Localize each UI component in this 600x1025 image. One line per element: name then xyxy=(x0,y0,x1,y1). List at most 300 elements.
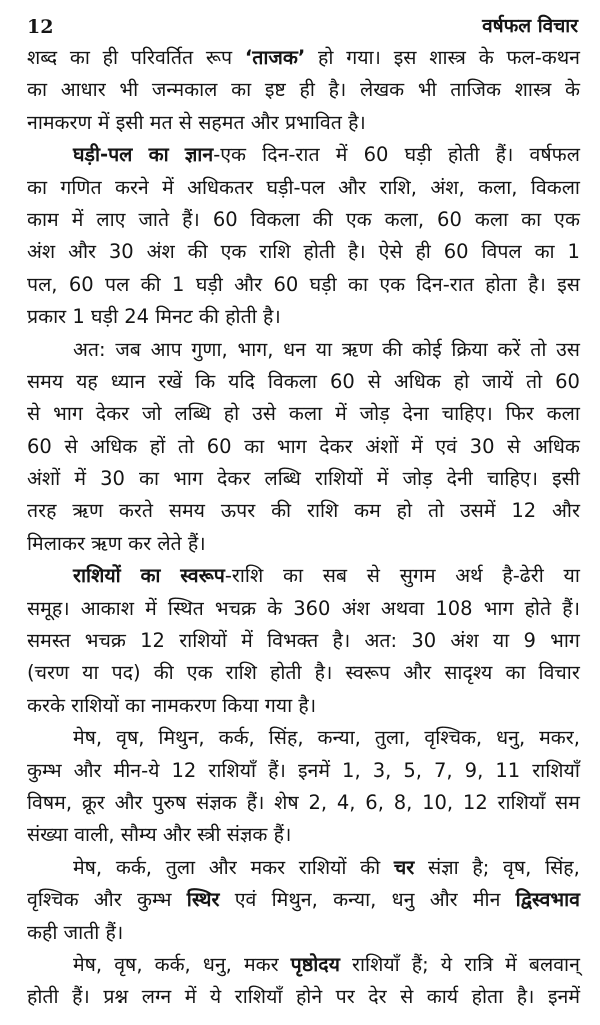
word: मिनट xyxy=(155,305,193,329)
word: दिन-रात xyxy=(416,272,474,296)
word: समय xyxy=(27,369,64,393)
word: सिंह, xyxy=(545,855,580,879)
word: और xyxy=(403,661,432,685)
word: 60 xyxy=(555,369,580,393)
word: हैं। xyxy=(72,985,90,1009)
word xyxy=(394,852,414,884)
word: उसमें xyxy=(459,499,496,523)
word: समय xyxy=(168,499,205,523)
word: संज्ञा xyxy=(427,855,459,879)
word: से xyxy=(367,369,381,393)
word: कही xyxy=(27,920,58,944)
word: मेष, xyxy=(73,952,103,976)
page-header xyxy=(27,8,578,38)
word: चाहिए। xyxy=(441,402,493,426)
paragraph xyxy=(27,42,580,139)
word: अथवा xyxy=(380,596,425,620)
word: वृष, xyxy=(114,952,143,976)
word: विकला xyxy=(530,175,580,199)
text-line xyxy=(27,172,580,204)
word: अधिक xyxy=(393,369,441,393)
word: कला xyxy=(474,207,509,231)
word: होता xyxy=(485,272,517,296)
word: विषम, xyxy=(27,790,73,814)
word: इसी xyxy=(552,467,580,491)
word: वृश्चिक xyxy=(27,888,79,912)
word: से xyxy=(400,985,414,1009)
word: मीन xyxy=(472,888,501,912)
word: किया xyxy=(222,693,259,717)
word: 5, xyxy=(403,758,422,782)
word: मत xyxy=(149,110,173,134)
word: 12 xyxy=(171,758,197,782)
word: 12 xyxy=(462,790,488,814)
word: में xyxy=(184,985,197,1009)
word: पुरुष xyxy=(152,790,187,814)
word: कर्क, xyxy=(154,952,191,976)
word: में xyxy=(241,629,253,653)
word: संज्ञक xyxy=(196,790,237,814)
word: राशियों xyxy=(71,693,119,717)
word: 60 xyxy=(27,434,52,458)
word: की xyxy=(360,855,381,879)
text-line xyxy=(27,431,580,463)
word: सम xyxy=(555,790,580,814)
word: तो xyxy=(530,337,547,361)
text-line xyxy=(27,981,580,1013)
word: वर्षफल xyxy=(529,143,580,167)
word: है। xyxy=(298,693,317,717)
word xyxy=(140,560,160,592)
text-line xyxy=(27,236,580,268)
word: और xyxy=(429,888,458,912)
word: 60 xyxy=(68,272,94,296)
bold-term: ज्ञान xyxy=(184,143,214,167)
word: में xyxy=(411,434,423,458)
word: 1, xyxy=(342,758,361,782)
word: या xyxy=(82,661,99,685)
bold-term: स्थिर xyxy=(186,888,220,912)
word: में xyxy=(505,952,517,976)
word: और xyxy=(234,272,263,296)
word: 8, xyxy=(393,790,413,814)
text-line xyxy=(27,495,580,527)
word: एवं xyxy=(234,888,257,912)
word: देर xyxy=(368,985,387,1009)
word: क्रिया xyxy=(451,337,488,361)
text-line xyxy=(27,852,580,884)
word: है। xyxy=(528,272,546,296)
word: और xyxy=(552,499,580,523)
word: वाली, xyxy=(74,823,115,847)
word: होती xyxy=(447,143,480,167)
word: 3, xyxy=(372,758,392,782)
body-text xyxy=(27,42,580,1014)
word xyxy=(187,884,220,916)
word: ज्ञान-एक xyxy=(184,143,246,167)
word: समूह। xyxy=(27,596,70,620)
word: मेष, xyxy=(73,855,103,879)
word: 4, xyxy=(336,790,356,814)
word: अधिक xyxy=(90,434,138,458)
word: है। xyxy=(516,985,535,1009)
word: राशि xyxy=(225,661,257,685)
word: होते xyxy=(524,596,552,620)
word: हो xyxy=(318,46,334,69)
word: रात्रि xyxy=(464,952,494,976)
word: लब्धि xyxy=(174,402,211,426)
word: यदि xyxy=(228,369,255,393)
word: मकर, xyxy=(539,726,580,750)
word: परिवर्तित xyxy=(130,46,194,69)
word: 60 xyxy=(212,207,238,231)
word: तो xyxy=(177,434,195,458)
text-line xyxy=(27,528,580,560)
word: 6, xyxy=(365,790,384,814)
word: की xyxy=(153,661,174,685)
word: है। xyxy=(348,110,366,134)
word: मिथुन, xyxy=(158,726,205,750)
word: या xyxy=(563,564,580,588)
word: शेष xyxy=(274,790,299,814)
word: इनमें xyxy=(547,985,580,1009)
word: भाग xyxy=(550,629,580,653)
word: गुणा, xyxy=(191,337,228,361)
page-number: 12 xyxy=(27,16,54,38)
word: राशियाँ xyxy=(532,758,580,782)
word: का xyxy=(347,272,369,296)
bold-term: का xyxy=(148,143,169,167)
word: देनी xyxy=(446,467,473,491)
word: हो xyxy=(453,369,470,393)
word: कम xyxy=(354,499,381,523)
word: जाते xyxy=(138,207,170,231)
text-line xyxy=(27,107,580,139)
word: में xyxy=(145,596,157,620)
word: तो xyxy=(427,499,445,523)
bold-term: पृष्ठोदय xyxy=(290,952,340,976)
word: विभक्त xyxy=(267,629,319,653)
word: होने xyxy=(295,985,323,1009)
word: अर्थ xyxy=(455,564,483,588)
word: है-ढेरी xyxy=(502,564,544,588)
word: है। xyxy=(263,305,281,329)
word: देकर xyxy=(95,402,130,426)
word: राशियों xyxy=(314,467,363,491)
word: तुला xyxy=(165,855,196,879)
word: जो xyxy=(142,402,162,426)
word: कि xyxy=(195,369,216,393)
text-line xyxy=(27,269,580,301)
word: वृष, xyxy=(116,726,145,750)
word: नामकरण xyxy=(27,110,92,134)
word: ये xyxy=(209,985,222,1009)
word: कुम्भ xyxy=(136,888,172,912)
word: की xyxy=(271,499,292,523)
word: सिंह, xyxy=(268,726,304,750)
word: देकर xyxy=(217,467,251,491)
text-line xyxy=(27,74,580,106)
word: और xyxy=(68,240,96,264)
text-line xyxy=(27,722,580,754)
word: इस xyxy=(393,46,417,69)
text-line xyxy=(27,657,580,689)
word: (चरण xyxy=(27,661,70,685)
word: ऋण xyxy=(72,499,104,523)
text-line xyxy=(27,917,580,949)
word: अंशों xyxy=(365,434,399,458)
word: ऐसे xyxy=(378,240,403,264)
word: गया xyxy=(264,693,293,717)
word: राशि xyxy=(306,499,339,523)
text-line xyxy=(27,593,580,625)
word: 12 xyxy=(511,499,537,523)
word: कर्क, xyxy=(115,855,152,879)
word: अंश xyxy=(450,629,479,653)
word: राशियाँ xyxy=(234,985,283,1009)
word: हैं; xyxy=(411,952,429,976)
word: स्वरूप-राशि xyxy=(180,564,264,588)
word: और xyxy=(338,175,367,199)
word: देना xyxy=(402,402,429,426)
word: कर xyxy=(128,531,152,555)
word: 9, xyxy=(464,758,484,782)
word: राशियाँ xyxy=(208,758,257,782)
word: पल xyxy=(105,272,130,296)
word: से xyxy=(366,564,380,588)
word: घड़ी xyxy=(404,143,432,167)
word: मेष, xyxy=(73,726,103,750)
text-line xyxy=(27,625,580,657)
word: होती xyxy=(303,240,336,264)
word: हैं। xyxy=(495,143,514,167)
word: घड़ी xyxy=(309,272,337,296)
word: है। xyxy=(314,661,333,685)
paragraph xyxy=(27,139,580,333)
word: शास्त्र xyxy=(429,46,466,69)
word: इस xyxy=(557,272,580,296)
word: हैं। xyxy=(182,207,200,231)
word: 2, xyxy=(308,790,328,814)
word: ताजिक xyxy=(450,78,501,102)
word: या xyxy=(492,629,510,653)
word: हैं। xyxy=(268,758,286,782)
word: से xyxy=(178,110,192,134)
word: कला, xyxy=(384,207,425,231)
word xyxy=(73,139,132,171)
word: का xyxy=(505,661,526,685)
word: इसी xyxy=(115,110,144,134)
word: 1 xyxy=(172,272,185,296)
word: मिथुन, xyxy=(271,888,318,912)
word xyxy=(245,42,305,74)
word: जोड़ xyxy=(359,402,390,426)
word: अधिक xyxy=(532,434,580,458)
word: में xyxy=(74,467,86,491)
text-line xyxy=(27,463,580,495)
word xyxy=(149,139,169,171)
word: संख्या xyxy=(27,823,68,847)
word: होती xyxy=(225,305,257,329)
word: तरह xyxy=(27,499,57,523)
word: की xyxy=(198,305,219,329)
word: 108 xyxy=(435,596,473,620)
word: विकला xyxy=(250,207,300,231)
word: ऊपर xyxy=(220,499,256,523)
word: और xyxy=(73,758,102,782)
paragraph xyxy=(27,334,580,561)
word: जोड़ xyxy=(402,467,433,491)
word: करें xyxy=(497,337,521,361)
text-line xyxy=(27,787,580,819)
word: 24 xyxy=(124,305,150,329)
text-line xyxy=(27,42,580,74)
word: की xyxy=(312,207,333,231)
word: है। xyxy=(347,240,366,264)
word: 60 xyxy=(329,369,355,393)
word: रखें xyxy=(158,369,183,393)
word: धनु, xyxy=(202,952,232,976)
text-line xyxy=(27,690,580,722)
word: और xyxy=(93,888,122,912)
word: आकाश xyxy=(80,596,134,620)
word: करने xyxy=(114,175,149,199)
word: 360 xyxy=(293,596,331,620)
word: चाहिए। xyxy=(486,467,538,491)
word: एक xyxy=(379,272,406,296)
bold-term: का xyxy=(140,564,161,588)
word: उसे xyxy=(252,402,276,426)
word: 10, xyxy=(422,790,454,814)
word xyxy=(291,949,340,981)
word: रूप xyxy=(205,46,233,69)
word: आधार xyxy=(60,78,106,102)
word: से xyxy=(507,434,521,458)
word: पद) xyxy=(111,661,141,685)
word: हो xyxy=(223,402,240,426)
word: फिर xyxy=(505,402,534,426)
word: है। xyxy=(328,78,347,102)
word: वृष, xyxy=(503,855,532,879)
word: 1 xyxy=(567,240,580,264)
word: 60 xyxy=(363,143,389,167)
word: अधिकतर xyxy=(187,175,254,199)
word: भचक्र xyxy=(84,629,126,653)
word: मकर xyxy=(243,952,279,976)
word: में xyxy=(162,175,174,199)
word: कला, xyxy=(478,175,518,199)
word: तुला, xyxy=(374,726,411,750)
word: सुगम xyxy=(399,564,436,588)
word: घड़ी xyxy=(195,272,223,296)
word: का xyxy=(534,240,555,264)
bold-term: स्वरूप xyxy=(180,564,225,588)
word: राशियाँ xyxy=(352,952,400,976)
word: प्रकार xyxy=(27,305,67,329)
word: 7, xyxy=(434,758,453,782)
paragraph xyxy=(27,949,580,1014)
word: 60 xyxy=(273,272,299,296)
word: आप xyxy=(150,337,182,361)
paragraph xyxy=(27,852,580,949)
word: वृश्चिक, xyxy=(424,726,483,750)
word: फल-कथन xyxy=(506,46,580,69)
word: 60 xyxy=(206,434,232,458)
word: का xyxy=(282,564,303,588)
word: भाग xyxy=(173,467,203,491)
word: में xyxy=(335,402,347,426)
word: तो xyxy=(525,369,543,393)
word: में xyxy=(335,143,348,167)
word: राशि, xyxy=(379,175,417,199)
word: एक xyxy=(554,207,580,231)
word: सब xyxy=(322,564,348,588)
word: एक xyxy=(220,240,247,264)
word: का xyxy=(69,46,90,69)
word: लग्न xyxy=(141,985,172,1009)
word: मीन-ये xyxy=(113,758,160,782)
word: 12 xyxy=(140,629,165,653)
text-line xyxy=(27,301,580,333)
word: कला xyxy=(546,402,580,426)
word: काम xyxy=(27,207,59,231)
word: यह xyxy=(76,369,98,393)
word: भाग xyxy=(276,434,307,458)
word: का xyxy=(125,693,146,717)
word: और xyxy=(114,790,143,814)
text-line xyxy=(27,366,580,398)
word: भचक्र xyxy=(214,596,256,620)
word: हैं। xyxy=(273,823,292,847)
word: प्रभावित xyxy=(284,110,342,134)
word: ही xyxy=(299,78,315,102)
text-line xyxy=(27,949,580,981)
word: में xyxy=(97,110,110,134)
bold-term: द्विस्वभाव xyxy=(515,888,580,912)
word: क्रूर xyxy=(81,790,105,814)
word: मिलाकर xyxy=(27,531,85,555)
word: धन xyxy=(283,337,306,361)
word: विचार xyxy=(538,661,580,685)
word: लब्धि xyxy=(264,467,301,491)
word: सहमत xyxy=(198,110,245,134)
word: हैं। xyxy=(562,596,580,620)
word: सौम्य xyxy=(120,823,157,847)
bold-term: घड़ी-पल xyxy=(73,143,133,167)
text-line xyxy=(27,819,580,851)
word: ऋण xyxy=(341,337,373,361)
word: भी xyxy=(417,78,437,102)
word: 60 xyxy=(437,207,462,231)
text-line xyxy=(27,884,580,916)
word: भाग xyxy=(53,402,83,426)
word: पर xyxy=(335,985,355,1009)
word: ऋण xyxy=(91,531,122,555)
word: ध्यान xyxy=(110,369,146,393)
word: जाती xyxy=(63,920,100,944)
word: जायें xyxy=(482,369,514,393)
word: है; xyxy=(472,855,490,879)
word: कन्या, xyxy=(317,726,361,750)
word: हैं। xyxy=(187,531,206,555)
word: 60 xyxy=(443,240,469,264)
word: विकला xyxy=(267,369,317,393)
word: और xyxy=(162,823,191,847)
word: राशियों xyxy=(298,855,347,879)
word: का xyxy=(244,434,265,458)
bold-term: चर xyxy=(393,855,415,879)
word: उस xyxy=(556,337,580,361)
